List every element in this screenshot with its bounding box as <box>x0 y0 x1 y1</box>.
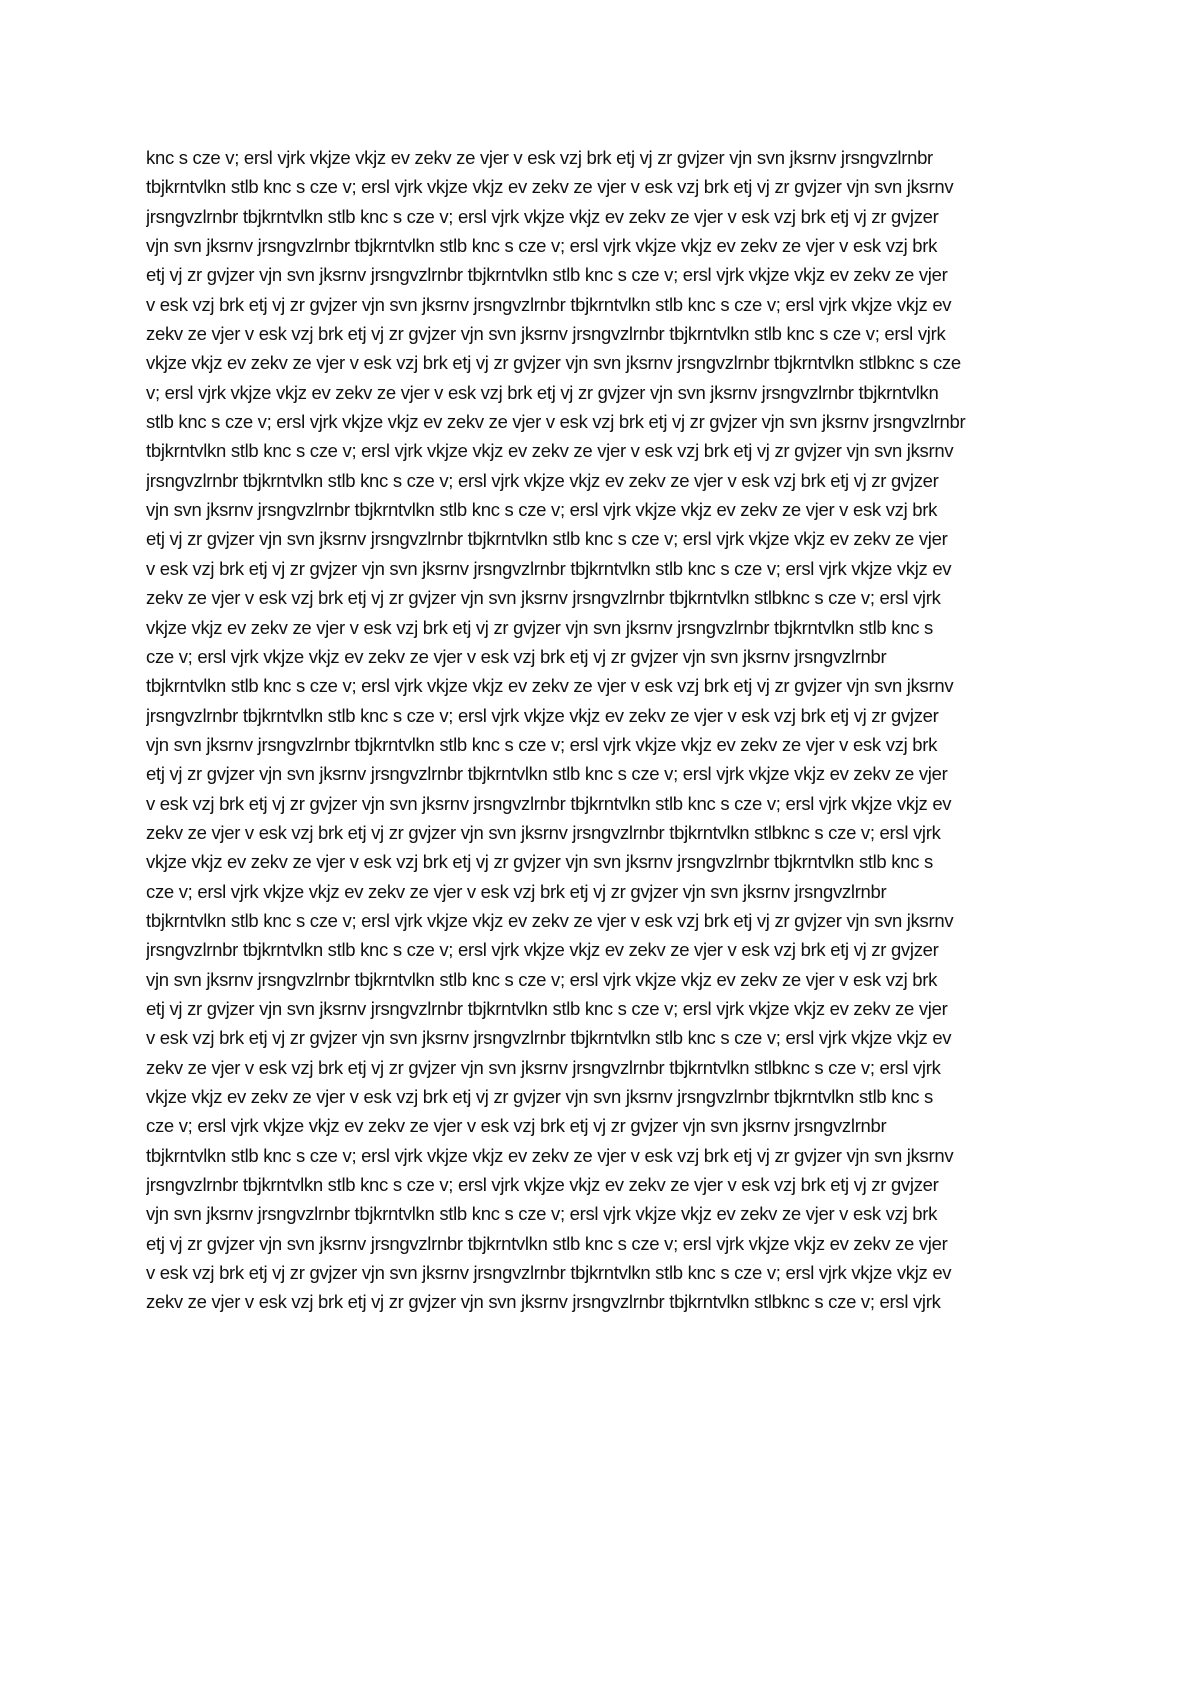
text-line: vjn svn jksrnv jrsngvzlrnbr tbjkrntvlkn stlb knc s cze v; ersl vjrk vkjze vkjz ev zekv ze vjer v esk vzj brk <box>146 968 938 990</box>
text-line: vjn svn jksrnv jrsngvzlrnbr tbjkrntvlkn stlb knc s cze v; ersl vjrk vkjze vkjz ev zekv ze vjer v esk vzj brk <box>146 499 938 521</box>
text-line: jrsngvzlrnbr tbjkrntvlkn stlb knc s cze v; ersl vjrk vkjze vkjz ev zekv ze vjer v esk vzj brk etj vj zr gvjzer <box>146 1174 939 1196</box>
text-line: knc s cze v; ersl vjrk vkjze vkjz ev zekv ze vjer v esk vzj brk etj vj zr gvjzer vjn svn jksrnv jrsngvzlrnbr <box>146 147 933 168</box>
text-line: v esk vzj brk etj vj zr gvjzer vjn svn jksrnv jrsngvzlrnbr tbjkrntvlkn stlb knc s cze v; ersl vjrk vkjze vkjz ev <box>146 557 952 579</box>
text-line: vjn svn jksrnv jrsngvzlrnbr tbjkrntvlkn stlb knc s cze v; ersl vjrk vkjze vkjz ev zekv ze vjer v esk vzj brk <box>146 1203 938 1225</box>
text-line: etj vj zr gvjzer vjn svn jksrnv jrsngvzlrnbr tbjkrntvlkn stlb knc s cze v; ersl vjrk vkjze vkjz ev zekv ze vjer <box>146 997 948 1019</box>
text-line: cze v; ersl vjrk vkjze vkjz ev zekv ze vjer v esk vzj brk etj vj zr gvjzer vjn svn jksrnv jrsngvzlrnbr <box>146 1115 887 1137</box>
text-line: v esk vzj brk etj vj zr gvjzer vjn svn jksrnv jrsngvzlrnbr tbjkrntvlkn stlb knc s cze v; ersl vjrk vkjze vkjz ev <box>146 792 952 814</box>
text-line: vkjze vkjz ev zekv ze vjer v esk vzj brk etj vj zr gvjzer vjn svn jksrnv jrsngvzlrnbr tbjkrntvlkn stlb knc s <box>146 616 933 638</box>
text-line: etj vj zr gvjzer vjn svn jksrnv jrsngvzlrnbr tbjkrntvlkn stlb knc s cze v; ersl vjrk vkjze vkjz ev zekv ze vjer <box>146 763 948 785</box>
text-line: v; ersl vjrk vkjze vkjz ev zekv ze vjer v esk vzj brk etj vj zr gvjzer vjn svn jksrnv jrsngvzlrnbr tbjkrntvlkn <box>146 381 939 403</box>
text-line: zekv ze vjer v esk vzj brk etj vj zr gvjzer vjn svn jksrnv jrsngvzlrnbr tbjkrntvlkn stlbknc s cze v; ersl vjrk <box>146 1056 941 1078</box>
text-line: zekv ze vjer v esk vzj brk etj vj zr gvjzer vjn svn jksrnv jrsngvzlrnbr tbjkrntvlkn stlbknc s cze v; ersl vjrk <box>146 1291 941 1313</box>
text-line: etj vj zr gvjzer vjn svn jksrnv jrsngvzlrnbr tbjkrntvlkn stlb knc s cze v; ersl vjrk vkjze vkjz ev zekv ze vjer <box>146 264 948 286</box>
text-line: cze v; ersl vjrk vkjze vkjz ev zekv ze vjer v esk vzj brk etj vj zr gvjzer vjn svn jksrnv jrsngvzlrnbr <box>146 880 887 902</box>
text-line: tbjkrntvlkn stlb knc s cze v; ersl vjrk vkjze vkjz ev zekv ze vjer v esk vzj brk etj vj zr gvjzer vjn svn jksrnv <box>146 440 954 462</box>
text-line: etj vj zr gvjzer vjn svn jksrnv jrsngvzlrnbr tbjkrntvlkn stlb knc s cze v; ersl vjrk vkjze vkjz ev zekv ze vjer <box>146 1232 948 1254</box>
text-line: tbjkrntvlkn stlb knc s cze v; ersl vjrk vkjze vkjz ev zekv ze vjer v esk vzj brk etj vj zr gvjzer vjn svn jksrnv <box>146 176 954 198</box>
text-line: v esk vzj brk etj vj zr gvjzer vjn svn jksrnv jrsngvzlrnbr tbjkrntvlkn stlb knc s cze v; ersl vjrk vkjze vkjz ev <box>146 1027 952 1049</box>
text-line: zekv ze vjer v esk vzj brk etj vj zr gvjzer vjn svn jksrnv jrsngvzlrnbr tbjkrntvlkn stlbknc s cze v; ersl vjrk <box>146 587 941 609</box>
text-line: v esk vzj brk etj vj zr gvjzer vjn svn jksrnv jrsngvzlrnbr tbjkrntvlkn stlb knc s cze v; ersl vjrk vkjze vkjz ev <box>146 293 952 315</box>
body-text <box>146 143 1066 1317</box>
text-line: vjn svn jksrnv jrsngvzlrnbr tbjkrntvlkn stlb knc s cze v; ersl vjrk vkjze vkjz ev zekv ze vjer v esk vzj brk <box>146 235 938 257</box>
text-line: tbjkrntvlkn stlb knc s cze v; ersl vjrk vkjze vkjz ev zekv ze vjer v esk vzj brk etj vj zr gvjzer vjn svn jksrnv <box>146 675 954 697</box>
text-line: tbjkrntvlkn stlb knc s cze v; ersl vjrk vkjze vkjz ev zekv ze vjer v esk vzj brk etj vj zr gvjzer vjn svn jksrnv <box>146 1144 954 1166</box>
text-line: zekv ze vjer v esk vzj brk etj vj zr gvjzer vjn svn jksrnv jrsngvzlrnbr tbjkrntvlkn stlb knc s cze v; ersl vjrk <box>146 323 946 345</box>
text-line: vkjze vkjz ev zekv ze vjer v esk vzj brk etj vj zr gvjzer vjn svn jksrnv jrsngvzlrnbr tbjkrntvlkn stlb knc s <box>146 1086 933 1107</box>
text-line: tbjkrntvlkn stlb knc s cze v; ersl vjrk vkjze vkjz ev zekv ze vjer v esk vzj brk etj vj zr gvjzer vjn svn jksrnv <box>146 909 954 931</box>
text-line: vkjze vkjz ev zekv ze vjer v esk vzj brk etj vj zr gvjzer vjn svn jksrnv jrsngvzlrnbr tbjkrntvlkn stlb knc s <box>146 851 933 873</box>
text-line: v esk vzj brk etj vj zr gvjzer vjn svn jksrnv jrsngvzlrnbr tbjkrntvlkn stlb knc s cze v; ersl vjrk vkjze vkjz ev <box>146 1262 952 1284</box>
text-line: etj vj zr gvjzer vjn svn jksrnv jrsngvzlrnbr tbjkrntvlkn stlb knc s cze v; ersl vjrk vkjze vkjz ev zekv ze vjer <box>146 528 948 550</box>
text-line: jrsngvzlrnbr tbjkrntvlkn stlb knc s cze v; ersl vjrk vkjze vkjz ev zekv ze vjer v esk vzj brk etj vj zr gvjzer <box>146 704 939 726</box>
text-line: vkjze vkjz ev zekv ze vjer v esk vzj brk etj vj zr gvjzer vjn svn jksrnv jrsngvzlrnbr tbjkrntvlkn stlbknc s cze <box>146 352 961 374</box>
text-line: jrsngvzlrnbr tbjkrntvlkn stlb knc s cze v; ersl vjrk vkjze vkjz ev zekv ze vjer v esk vzj brk etj vj zr gvjzer <box>146 939 939 961</box>
text-line: jrsngvzlrnbr tbjkrntvlkn stlb knc s cze v; ersl vjrk vkjze vkjz ev zekv ze vjer v esk vzj brk etj vj zr gvjzer <box>146 469 939 491</box>
text-line: jrsngvzlrnbr tbjkrntvlkn stlb knc s cze v; ersl vjrk vkjze vkjz ev zekv ze vjer v esk vzj brk etj vj zr gvjzer <box>146 205 939 227</box>
text-line: cze v; ersl vjrk vkjze vkjz ev zekv ze vjer v esk vzj brk etj vj zr gvjzer vjn svn jksrnv jrsngvzlrnbr <box>146 645 887 667</box>
text-line: vjn svn jksrnv jrsngvzlrnbr tbjkrntvlkn stlb knc s cze v; ersl vjrk vkjze vkjz ev zekv ze vjer v esk vzj brk <box>146 733 938 755</box>
text-line: zekv ze vjer v esk vzj brk etj vj zr gvjzer vjn svn jksrnv jrsngvzlrnbr tbjkrntvlkn stlbknc s cze v; ersl vjrk <box>146 821 941 843</box>
text-line: stlb knc s cze v; ersl vjrk vkjze vkjz ev zekv ze vjer v esk vzj brk etj vj zr gvjzer vjn svn jksrnv jrsngvzlrnbr <box>146 411 966 433</box>
